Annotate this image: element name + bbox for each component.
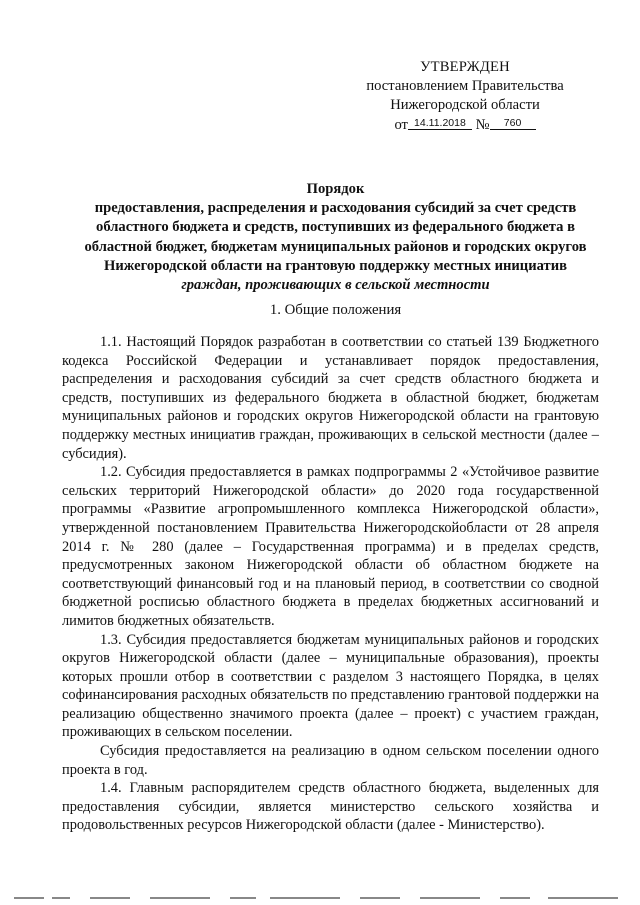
approval-line-2: Нижегородской области (390, 97, 540, 113)
title-heading: Порядок (306, 181, 365, 197)
approval-line-1: постановлением Правительства (366, 78, 564, 94)
paragraph-1-3-note: Субсидия предоставляется на реализацию в одном сельском поселении одного проекта в год. (62, 743, 599, 778)
document-title (58, 180, 613, 295)
document-body (62, 333, 599, 835)
approval-date-line (350, 116, 580, 135)
approval-date: 14.11.2018 (408, 117, 472, 130)
paragraph-1-4: 1.4. Главным распорядителем средств областного бюджета, выделенных для предоставления субсидии, является министерство сельского хозяйства и продовольственных ресурсов Нижегородской области (далее - Министерство). (62, 780, 599, 834)
from-label: от (394, 117, 408, 133)
paragraph-1-2: 1.2. Субсидия предоставляется в рамках подпрограммы 2 «Устойчивое развитие сельских территорий Нижегородской области» до 2020 года государственной программы «Развитие агропромышленного комплекса Нижегородской области», утвержденной постановлением Правительства Нижегородскойобласти от 28 апреля 2014 г. № 280 (далее – Государственная программа) и в пределах средств, предусмотренных законом Нижегородской области об областном бюджете на соответствующий финансовый год и на плановый период, в соответствии со сводной бюджетной росписью областного бюджета в пределах бюджетных ассигнований и лимитов бюджетных обязательств. (62, 464, 599, 629)
title-line: Нижегородской области на грантовую поддержку местных инициатив (103, 257, 567, 274)
title-line: областной бюджет, бюджетам муниципальных районов и городских округов (84, 238, 587, 255)
section-heading: 1. Общие положения (269, 302, 402, 318)
number-label: № (475, 117, 490, 133)
paragraph-1-1: 1.1. Настоящий Порядок разработан в соответствии со статьей 139 Бюджетного кодекса Российской Федерации и устанавливает порядок предоставления, распределения и расходования субсидий за счет средств областного бюджета и средств, поступивших из федерального бюджета в областной бюджет, бюджетам муниципальных районов и городских округов Нижегородской области на грантовую поддержку местных инициатив граждан, проживающих в сельской местности (далее – субсидия). (62, 334, 599, 462)
approval-stamp (350, 58, 580, 135)
title-line: предоставления, распределения и расходования субсидий за счет средств (94, 200, 577, 217)
scan-artifact-edge (0, 891, 640, 905)
paragraph-1-3: 1.3. Субсидия предоставляется бюджетам муниципальных районов и городских округов Нижегородской области (далее – муниципальные образования), проекты которых прошли отбор в соответствии с разделом 3 настоящего Порядка, в целях софинансирования расходных обязательств по представлению грантовой поддержки на реализацию общественно значимого проекта (далее – проект) с участием граждан, проживающих в сельском поселении. (62, 631, 599, 741)
title-line: областного бюджета и средств, поступивших из федерального бюджета в (96, 219, 575, 236)
title-line: граждан, проживающих в сельской местности (181, 277, 490, 294)
approval-title: УТВЕРЖДЕН (420, 59, 510, 75)
approval-number: 760 (490, 117, 536, 130)
